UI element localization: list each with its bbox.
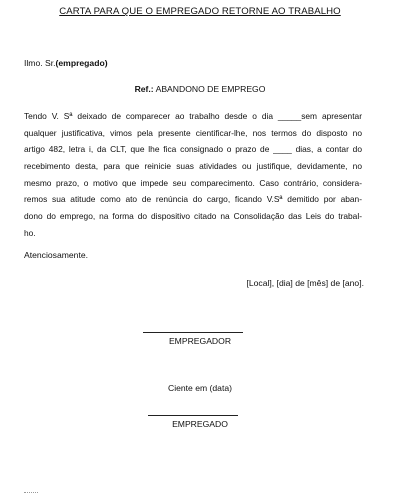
body-line: remos sua atitude como ato de renúncia do cargo, ficando V.Sª demitido por aban- — [24, 194, 362, 205]
reference-subject: ABANDONO DE EMPREGO — [155, 84, 266, 94]
acknowledgement-text: Ciente em (data) — [167, 383, 232, 393]
employer-label: EMPREGADOR — [168, 336, 232, 346]
recipient-prefix: Ilmo. Sr. — [24, 58, 56, 68]
place-date-line: [Local], [dia] de [mês] de [ano]. — [246, 278, 364, 288]
body-line: recebimento desta, para que reinicie suas atividades ou justifique, devidamente, no — [24, 161, 362, 172]
body-line: Tendo V. Sª deixado de comparecer ao trabalho desde o dia _____sem apresentar — [24, 111, 362, 121]
employer-signature-line — [143, 332, 243, 333]
reference-label: Ref.: — [134, 84, 154, 94]
employee-label: EMPREGADO — [172, 419, 228, 429]
letter-title: CARTA PARA QUE O EMPREGADO RETORNE AO TRABALHO — [59, 6, 341, 17]
letter-body — [24, 108, 362, 242]
recipient-name: (empregado) — [55, 58, 108, 68]
body-line: artigo 482, letra i, da CLT, que lhe fica consignado o prazo de ____ dias, a contar do — [24, 144, 362, 155]
closing-text: Atenciosamente. — [24, 250, 89, 260]
body-line: mesmo prazo, o motivo que impede seu comparecimento. Caso contrário, considera- — [24, 177, 362, 188]
employee-signature-line — [148, 415, 238, 416]
body-line: qualquer justificativa, vimos pela presente cientificar-lhe, nos termos do disposto no — [24, 127, 362, 138]
recipient-line — [24, 58, 108, 68]
body-line: dono do emprego, na forma do dispositivo citado na Consolidação das Leis do trabal- — [24, 211, 362, 222]
body-line: ho. — [24, 227, 36, 238]
reference-line — [0, 84, 400, 94]
page-footer-mark — [24, 492, 38, 493]
